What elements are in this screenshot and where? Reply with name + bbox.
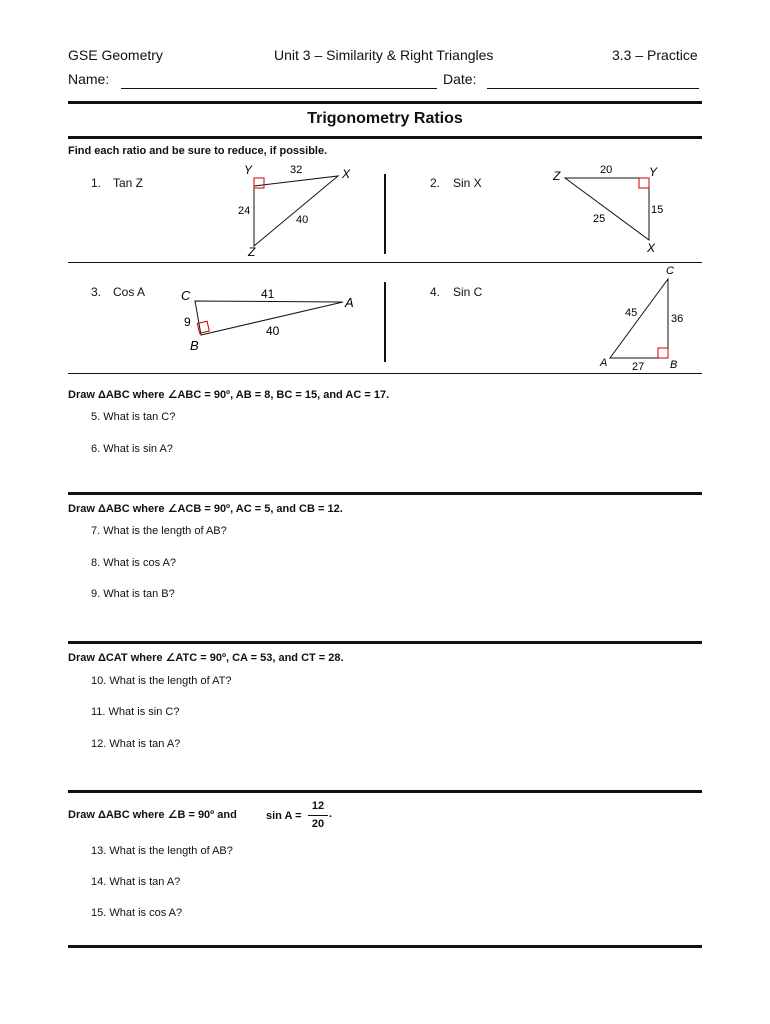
formula-denominator: 20 (311, 818, 325, 830)
triangle-2-side-zx: 25 (593, 213, 606, 225)
triangle-4-side-ab: 27 (632, 361, 645, 373)
problem-2-label: Sin X (453, 176, 482, 190)
question-12: 12. What is tan A? (91, 738, 181, 750)
problem-3-label: Cos A (113, 285, 146, 299)
triangle-1-shape (254, 176, 338, 246)
date-label: Date: (443, 71, 477, 87)
page-title: Trigonometry Ratios (307, 110, 463, 127)
problem-1-number: 1. (91, 176, 102, 190)
question-15: 15. What is cos A? (91, 907, 183, 919)
section-c-rule (68, 790, 702, 793)
problem-3-number: 3. (91, 285, 102, 299)
name-label: Name: (68, 71, 110, 87)
course-label: GSE Geometry (68, 47, 163, 63)
problems-bottom-rule (68, 373, 702, 374)
triangle-1-vertex-x: X (342, 167, 351, 181)
triangle-1-right-angle (254, 178, 264, 188)
triangle-3-vertex-a: A (345, 295, 354, 310)
question-8: 8. What is cos A? (91, 557, 176, 569)
column-divider-2 (384, 282, 386, 362)
section-label: 3.3 – Practice (612, 47, 698, 63)
triangle-1-vertex-y: Y (244, 163, 253, 177)
triangle-2-shape (565, 178, 649, 240)
triangle-1-vertex-z: Z (248, 245, 256, 259)
triangle-2-diagram (545, 160, 675, 260)
section-c-instruction: Draw ΔCAT where ∠ATC = 90º, CA = 53, and CT = 28. (68, 652, 344, 664)
unit-label: Unit 3 – Similarity & Right Triangles (274, 47, 494, 63)
problem-4-number: 4. (430, 285, 441, 299)
triangle-3-vertex-c: C (181, 288, 191, 303)
header-rule (68, 101, 702, 104)
triangle-3-diagram (175, 280, 365, 360)
problem-2-number: 2. (430, 176, 441, 190)
section-d-rule (68, 945, 702, 948)
triangle-1-side-yx: 32 (290, 164, 303, 176)
formula-end: . (329, 808, 333, 820)
question-7: 7. What is the length of AB? (91, 525, 227, 537)
triangle-4-shape (610, 279, 668, 358)
triangle-1-side-yz: 24 (238, 205, 251, 217)
triangle-4-side-ac: 45 (625, 307, 638, 319)
triangle-4-vertex-a: A (600, 357, 608, 369)
triangle-3-side-ba: 40 (266, 324, 280, 338)
triangle-4-diagram (590, 262, 700, 374)
section-b-rule (68, 641, 702, 644)
triangle-2-side-zy: 20 (600, 164, 613, 176)
question-10: 10. What is the length of AT? (91, 675, 232, 687)
triangle-2-vertex-y: Y (649, 165, 658, 179)
triangle-4-vertex-b: B (670, 359, 678, 371)
triangle-1-diagram (230, 160, 360, 260)
triangle-1-side-zx: 40 (296, 214, 309, 226)
problem-4-label: Sin C (453, 285, 483, 299)
triangle-4-right-angle (658, 348, 668, 358)
triangle-4-side-cb: 36 (671, 313, 684, 325)
triangle-4-vertex-c: C (666, 265, 674, 277)
question-14: 14. What is tan A? (91, 876, 181, 888)
section-d-instruction: Draw ΔABC where ∠B = 90º and (68, 809, 237, 821)
name-line[interactable] (121, 88, 437, 89)
formula-numerator: 12 (311, 800, 325, 812)
problem-1-label: Tan Z (113, 176, 144, 190)
instruction-ratios: Find each ratio and be sure to reduce, if possible. (68, 145, 328, 157)
triangle-2-right-angle (639, 178, 649, 188)
column-divider-1 (384, 174, 386, 254)
question-9: 9. What is tan B? (91, 588, 175, 600)
triangle-2-vertex-z: Z (553, 169, 561, 183)
section-a-rule (68, 492, 702, 495)
question-5: 5. What is tan C? (91, 411, 176, 423)
question-13: 13. What is the length of AB? (91, 845, 233, 857)
section-b-instruction: Draw ΔABC where ∠ACB = 90º, AC = 5, and CB = 12. (68, 503, 343, 515)
triangle-2-side-yx: 15 (651, 204, 664, 216)
question-11: 11. What is sin C? (91, 706, 180, 718)
date-line[interactable] (487, 88, 699, 89)
section-a-instruction: Draw ΔABC where ∠ABC = 90º, AB = 8, BC = 15, and AC = 17. (68, 389, 390, 401)
formula-fraction-bar (308, 815, 328, 816)
triangle-3-right-angle (197, 321, 209, 333)
formula-lhs: sin A = (266, 810, 302, 822)
triangle-3-vertex-b: B (190, 338, 199, 353)
question-6: 6. What is sin A? (91, 443, 173, 455)
title-rule (68, 136, 702, 139)
triangle-2-vertex-x: X (647, 241, 656, 255)
triangle-3-side-ca: 41 (261, 287, 275, 301)
triangle-3-side-cb: 9 (184, 315, 191, 329)
